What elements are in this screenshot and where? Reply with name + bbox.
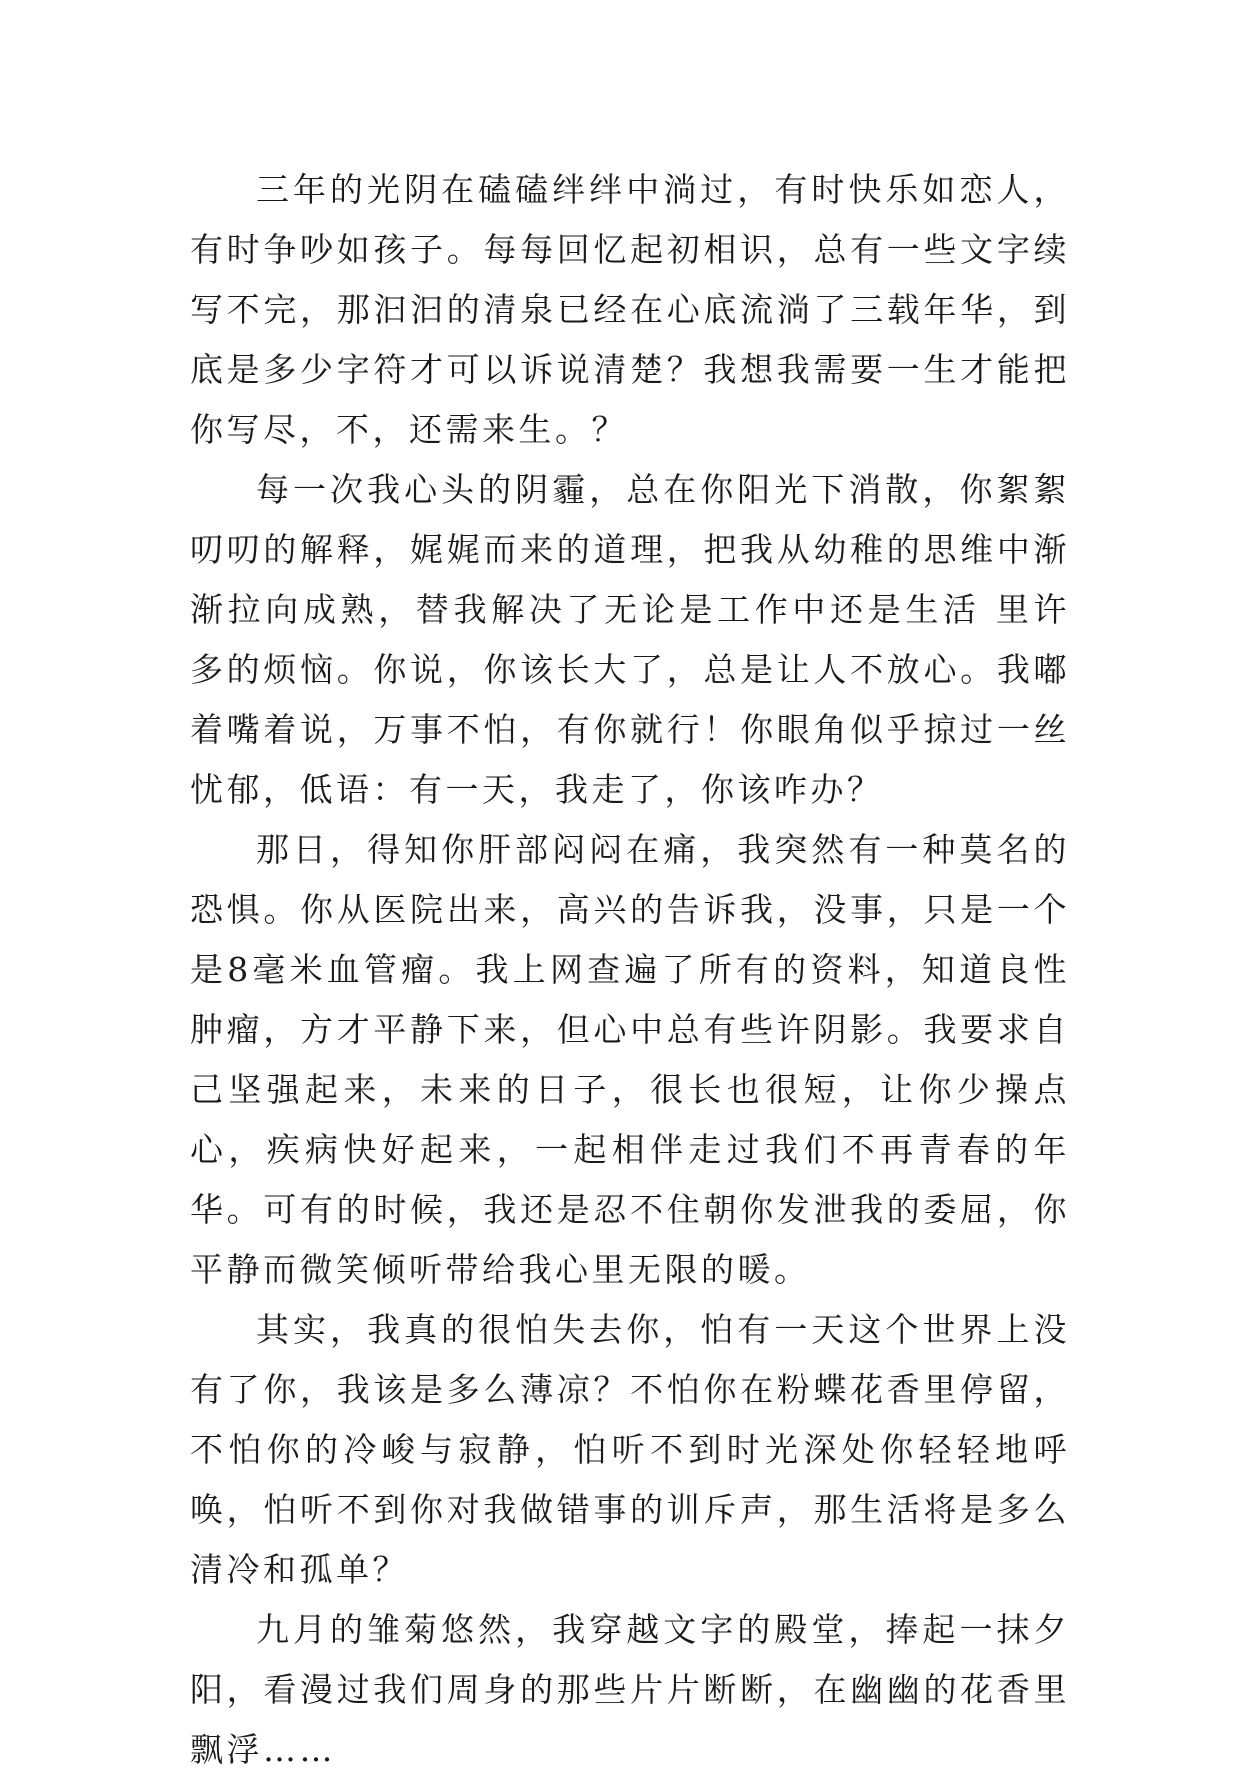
document-body bbox=[190, 160, 1070, 1780]
paragraph: 其实，我真的很怕失去你，怕有一天这个世界上没有了你，我该是多么薄凉？不怕你在粉蝶花香里停留，不怕你的冷峻与寂静，怕听不到时光深处你轻轻地呼唤，怕听不到你对我做错事的训斥声，那生活将是多么清冷和孤单？ bbox=[190, 1310, 1070, 1589]
paragraph: 那日，得知你肝部闷闷在痛，我突然有一种莫名的恐惧。你从医院出来，高兴的告诉我，没事，只是一个是8毫米血管瘤。我上网查遍了所有的资料，知道良性肿瘤，方才平静下来，但心中总有些许阴影。我要求自己坚强起来，未来的日子，很长也很短，让你少操点心，疾病快好起来，一起相伴走过我们不再青春的年华。可有的时候，我还是忍不住朝你发泄我的委屈，你平静而微笑倾听带给我心里无限的暖。 bbox=[190, 830, 1070, 1289]
paragraph: 九月的雏菊悠然，我穿越文字的殿堂，捧起一抹夕阳，看漫过我们周身的那些片片断断，在幽幽的花香里飘浮…… bbox=[190, 1610, 1070, 1769]
paragraph: 三年的光阴在磕磕绊绊中淌过，有时快乐如恋人，有时争吵如孩子。每每回忆起初相识，总有一些文字续写不完，那汩汩的清泉已经在心底流淌了三载年华，到底是多少字符才可以诉说清楚？我想我需要一生才能把你写尽，不，还需来生。？ bbox=[190, 170, 1070, 449]
paragraph: 每一次我心头的阴霾，总在你阳光下消散，你絮絮叨叨的解释，娓娓而来的道理，把我从幼稚的思维中渐渐拉向成熟，替我解决了无论是工作中还是生活 里许多的烦恼。你说，你该长大了，总是让人不放心。我嘟着嘴着说，万事不怕，有你就行！你眼角似乎掠过一丝忧郁，低语：有一天，我走了，你该咋办？ bbox=[190, 470, 1070, 809]
